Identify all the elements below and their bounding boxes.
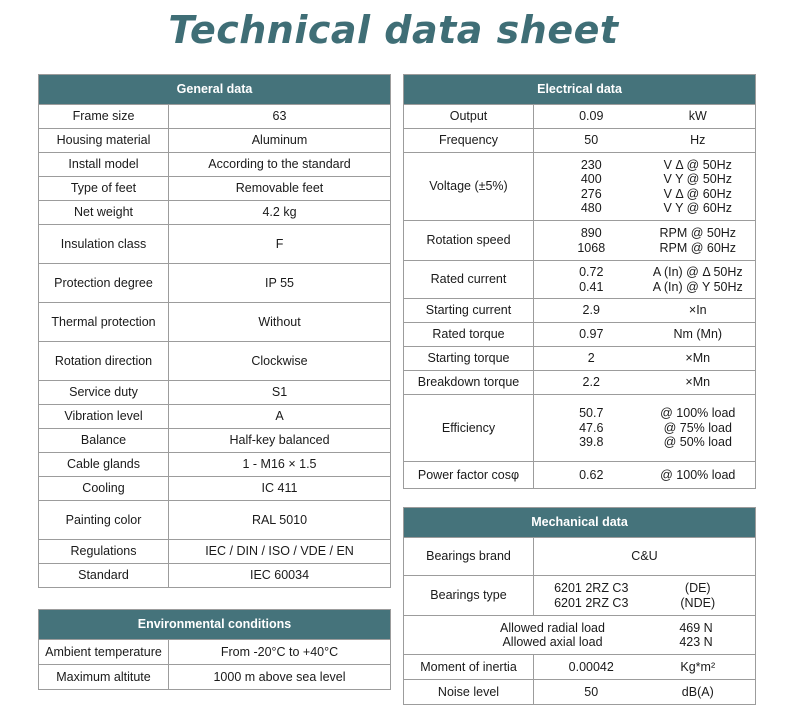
row-value: Removable feet — [169, 177, 391, 201]
table-row — [404, 105, 756, 129]
row-value — [534, 221, 756, 261]
table-row — [404, 153, 756, 221]
value: 39.8 — [579, 435, 604, 450]
table-row — [39, 405, 391, 429]
value: 0.41 — [579, 279, 604, 294]
row-label: Service duty — [39, 381, 169, 405]
row-value: IEC 60034 — [169, 564, 391, 588]
electrical-data-table — [403, 74, 756, 489]
unit: V Δ @ 60Hz — [663, 186, 732, 201]
table-row — [39, 477, 391, 501]
row-value: C&U — [534, 538, 756, 576]
table-row — [39, 264, 391, 303]
row-value: Without — [169, 303, 391, 342]
value: 469 N — [679, 620, 713, 635]
row-value — [534, 323, 756, 347]
row-label: Insulation class — [39, 225, 169, 264]
row-label: Voltage (±5%) — [404, 153, 534, 221]
unit: ×Mn — [685, 375, 711, 390]
row-label: Output — [404, 105, 534, 129]
row-label: Thermal protection — [39, 303, 169, 342]
table-row — [404, 323, 756, 347]
unit: RPM @ 50Hz — [659, 226, 737, 240]
row-value: From -20°C to +40°C — [169, 640, 391, 665]
value: 2 — [587, 351, 595, 366]
row-value: 63 — [169, 105, 391, 129]
row-label: Rated torque — [404, 323, 534, 347]
value: 230 — [580, 157, 602, 172]
unit: V Y @ 60Hz — [663, 201, 733, 215]
table-row — [39, 225, 391, 264]
table-row — [404, 576, 756, 616]
row-label: Protection degree — [39, 264, 169, 303]
value: 276 — [580, 186, 602, 201]
table-row — [39, 201, 391, 225]
row-value: Half-key balanced — [169, 429, 391, 453]
value: 0.97 — [579, 327, 604, 342]
table-row — [404, 616, 756, 655]
mechanical-data-header: Mechanical data — [404, 508, 756, 538]
row-value: S1 — [169, 381, 391, 405]
row-label: Rotation direction — [39, 342, 169, 381]
row-value — [534, 462, 756, 489]
environmental-conditions-header: Environmental conditions — [39, 610, 391, 640]
environmental-conditions-table — [38, 609, 391, 690]
table-row — [39, 342, 391, 381]
row-label: Starting current — [404, 299, 534, 323]
row-label: Frequency — [404, 129, 534, 153]
unit: Hz — [690, 133, 706, 148]
table-row — [404, 655, 756, 680]
table-row — [39, 640, 391, 665]
mechanical-data-table — [403, 507, 756, 705]
table-row — [39, 501, 391, 540]
row-value — [404, 616, 756, 655]
row-label: Net weight — [39, 201, 169, 225]
value: 47.6 — [579, 420, 604, 435]
row-value — [534, 395, 756, 462]
row-value: Aluminum — [169, 129, 391, 153]
row-value — [534, 576, 756, 616]
table-row — [39, 153, 391, 177]
value: 6201 2RZ C3 — [554, 595, 629, 610]
row-label: Rotation speed — [404, 221, 534, 261]
row-value — [534, 129, 756, 153]
unit: @ 75% load — [663, 420, 732, 435]
row-label: Cable glands — [39, 453, 169, 477]
value: 400 — [580, 172, 602, 186]
value: 50.7 — [579, 406, 604, 421]
table-row — [39, 105, 391, 129]
unit: @ 100% load — [660, 467, 736, 482]
unit: Nm (Mn) — [673, 327, 723, 342]
unit: V Δ @ 50Hz — [663, 157, 732, 172]
row-label: Allowed radial load — [500, 620, 605, 635]
unit: A (In) @ Δ 50Hz — [652, 265, 743, 279]
unit: ×In — [688, 303, 707, 318]
unit: kW — [688, 109, 707, 124]
value: 1068 — [577, 240, 606, 255]
row-value: IP 55 — [169, 264, 391, 303]
table-row — [404, 395, 756, 462]
table-row — [39, 381, 391, 405]
table-row — [39, 453, 391, 477]
value: 0.62 — [579, 467, 604, 482]
table-row — [39, 129, 391, 153]
table-row — [404, 299, 756, 323]
unit: dB(A) — [681, 684, 714, 699]
value: 0.00042 — [568, 659, 614, 674]
unit: @ 100% load — [660, 406, 736, 421]
row-label: Bearings brand — [404, 538, 534, 576]
row-label: Type of feet — [39, 177, 169, 201]
row-label: Maximum altitute — [39, 665, 169, 690]
value: 50 — [584, 133, 599, 148]
table-row — [404, 221, 756, 261]
unit: ×Mn — [685, 351, 711, 366]
row-label: Painting color — [39, 501, 169, 540]
row-label: Power factor cosφ — [404, 462, 534, 489]
row-value: RAL 5010 — [169, 501, 391, 540]
table-row — [404, 371, 756, 395]
row-value: 4.2 kg — [169, 201, 391, 225]
table-row — [39, 429, 391, 453]
row-value: F — [169, 225, 391, 264]
row-label: Install model — [39, 153, 169, 177]
unit: (NDE) — [680, 595, 716, 610]
value: 890 — [580, 226, 602, 240]
row-value: 1000 m above sea level — [169, 665, 391, 690]
value: 2.9 — [582, 303, 600, 318]
table-row — [39, 540, 391, 564]
row-label: Regulations — [39, 540, 169, 564]
electrical-data-header: Electrical data — [404, 75, 756, 105]
value: 423 N — [679, 635, 713, 649]
row-value: IEC / DIN / ISO / VDE / EN — [169, 540, 391, 564]
row-value — [534, 261, 756, 299]
table-row — [404, 347, 756, 371]
unit: (DE) — [684, 581, 711, 595]
row-label: Starting torque — [404, 347, 534, 371]
value: 0.09 — [579, 109, 604, 124]
page-title: Technical data sheet — [168, 8, 619, 52]
value: 6201 2RZ C3 — [554, 581, 629, 595]
row-value: IC 411 — [169, 477, 391, 501]
table-row — [39, 564, 391, 588]
general-data-header: General data — [39, 75, 391, 105]
table-row — [404, 462, 756, 489]
table-row — [39, 177, 391, 201]
table-row — [404, 538, 756, 576]
value: 480 — [580, 201, 602, 215]
row-value — [534, 655, 756, 680]
row-label: Allowed axial load — [502, 635, 603, 649]
table-row — [39, 303, 391, 342]
unit: @ 50% load — [663, 435, 732, 450]
row-label: Frame size — [39, 105, 169, 129]
general-data-table — [38, 74, 391, 588]
table-row — [39, 665, 391, 690]
row-label: Bearings type — [404, 576, 534, 616]
row-value — [534, 153, 756, 221]
table-row — [404, 129, 756, 153]
value: 0.72 — [579, 265, 604, 279]
unit: A (In) @ Y 50Hz — [652, 279, 743, 294]
row-value — [534, 371, 756, 395]
row-label: Breakdown torque — [404, 371, 534, 395]
row-value: According to the standard — [169, 153, 391, 177]
row-value: A — [169, 405, 391, 429]
row-label: Moment of inertia — [404, 655, 534, 680]
row-value — [534, 347, 756, 371]
row-label: Balance — [39, 429, 169, 453]
row-value: 1 - M16 × 1.5 — [169, 453, 391, 477]
row-value — [534, 105, 756, 129]
unit: V Y @ 50Hz — [663, 172, 733, 186]
row-label: Cooling — [39, 477, 169, 501]
row-value — [534, 680, 756, 705]
value: 2.2 — [582, 375, 600, 390]
row-label: Ambient temperature — [39, 640, 169, 665]
row-value — [534, 299, 756, 323]
unit: Kg*m² — [680, 659, 716, 674]
row-label: Rated current — [404, 261, 534, 299]
row-label: Vibration level — [39, 405, 169, 429]
table-row — [404, 261, 756, 299]
table-row — [404, 680, 756, 705]
row-label: Standard — [39, 564, 169, 588]
row-label: Efficiency — [404, 395, 534, 462]
row-label: Noise level — [404, 680, 534, 705]
unit: RPM @ 60Hz — [659, 240, 737, 255]
row-value: Clockwise — [169, 342, 391, 381]
row-label: Housing material — [39, 129, 169, 153]
value: 50 — [584, 684, 599, 699]
